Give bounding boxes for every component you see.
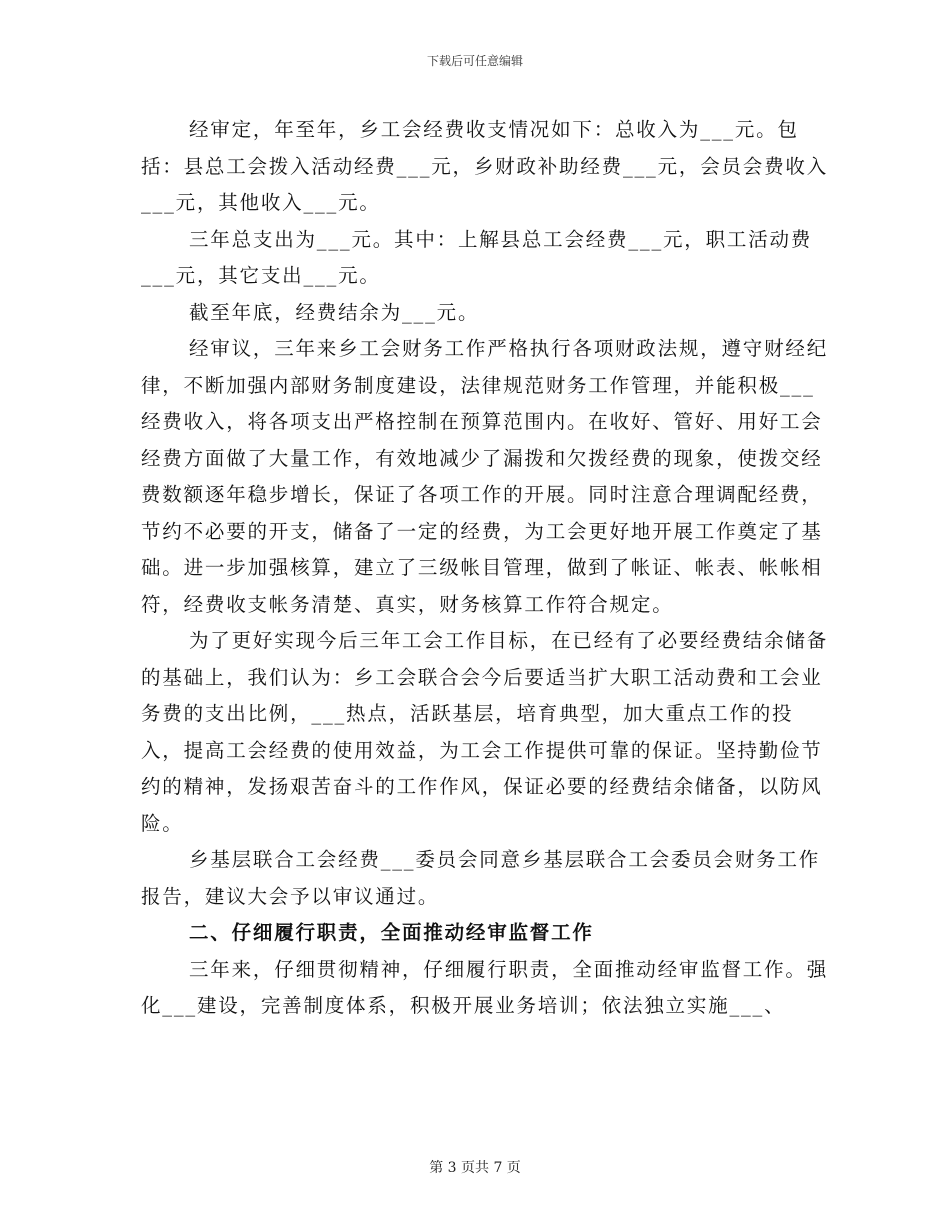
paragraph-income-summary: 经审定，年至年，乡工会经费收支情况如下：总收入为___元。包括：县总工会拨入活动经费___元，乡财政补助经费___元，会员会费收入___元，其他收入___元。 [141, 118, 828, 214]
paragraph-review-findings: 经审议，三年来乡工会财务工作严格执行各项财政法规，遵守财经纪律，不断加强内部财务制度建设，法律规范财务工作管理，并能积极___经费收入，将各项支出严格控制在预算范围内。在收好、管好、用好工会经费方面做了大量工作，有效地减少了漏拨和欠拨经费的现象，使拨交经费数额逐年稳步增长，保证了各项工作的开展。同时注意合理调配经费，节约不必要的开支，储备了一定的经费，为工会更好地开展工作奠定了基础。进一步加强核算，建立了三级帐目管理，做到了帐证、帐表、帐帐相符，经费收支帐务清楚、真实，财务核算工作符合规定。 [141, 337, 829, 616]
page-footer: 第 3 页共 7 页 [429, 1160, 521, 1176]
paragraph-balance: 截至年底，经费结余为___元。 [189, 300, 480, 324]
paragraph-expenditure-summary: 三年总支出为___元。其中：上解县总工会经费___元，职工活动费___元，其它支出___元。 [141, 227, 813, 287]
paragraph-recommendations: 为了更好实现今后三年工会工作目标，在已经有了必要经费结余储备的基础上，我们认为：乡工会联合会今后要适当扩大职工活动费和工会业务费的支出比例，___热点，活跃基层，培育典型，加大重点工作的投入，提高工会经费的使用效益，为工会工作提供可靠的保证。坚持勤俭节约的精神，发扬艰苦奋斗的工作作风，保证必要的经费结余储备，以防风险。 [141, 629, 829, 835]
section-heading: 二、仔细履行职责，全面推动经审监督工作 [189, 921, 594, 944]
paragraph-section-intro: 三年来，仔细贯彻精神，仔细履行职责，全面推动经审监督工作。强化___建设，完善制度体系，积极开展业务培训；依法独立实施___、 [141, 957, 829, 1017]
page-header: 下载后可任意编辑 [426, 54, 523, 68]
paragraph-approval: 乡基层联合工会经费___委员会同意乡基层联合工会委员会财务工作报告，建议大会予以审议通过。 [141, 848, 821, 908]
document-body [141, 112, 831, 1025]
